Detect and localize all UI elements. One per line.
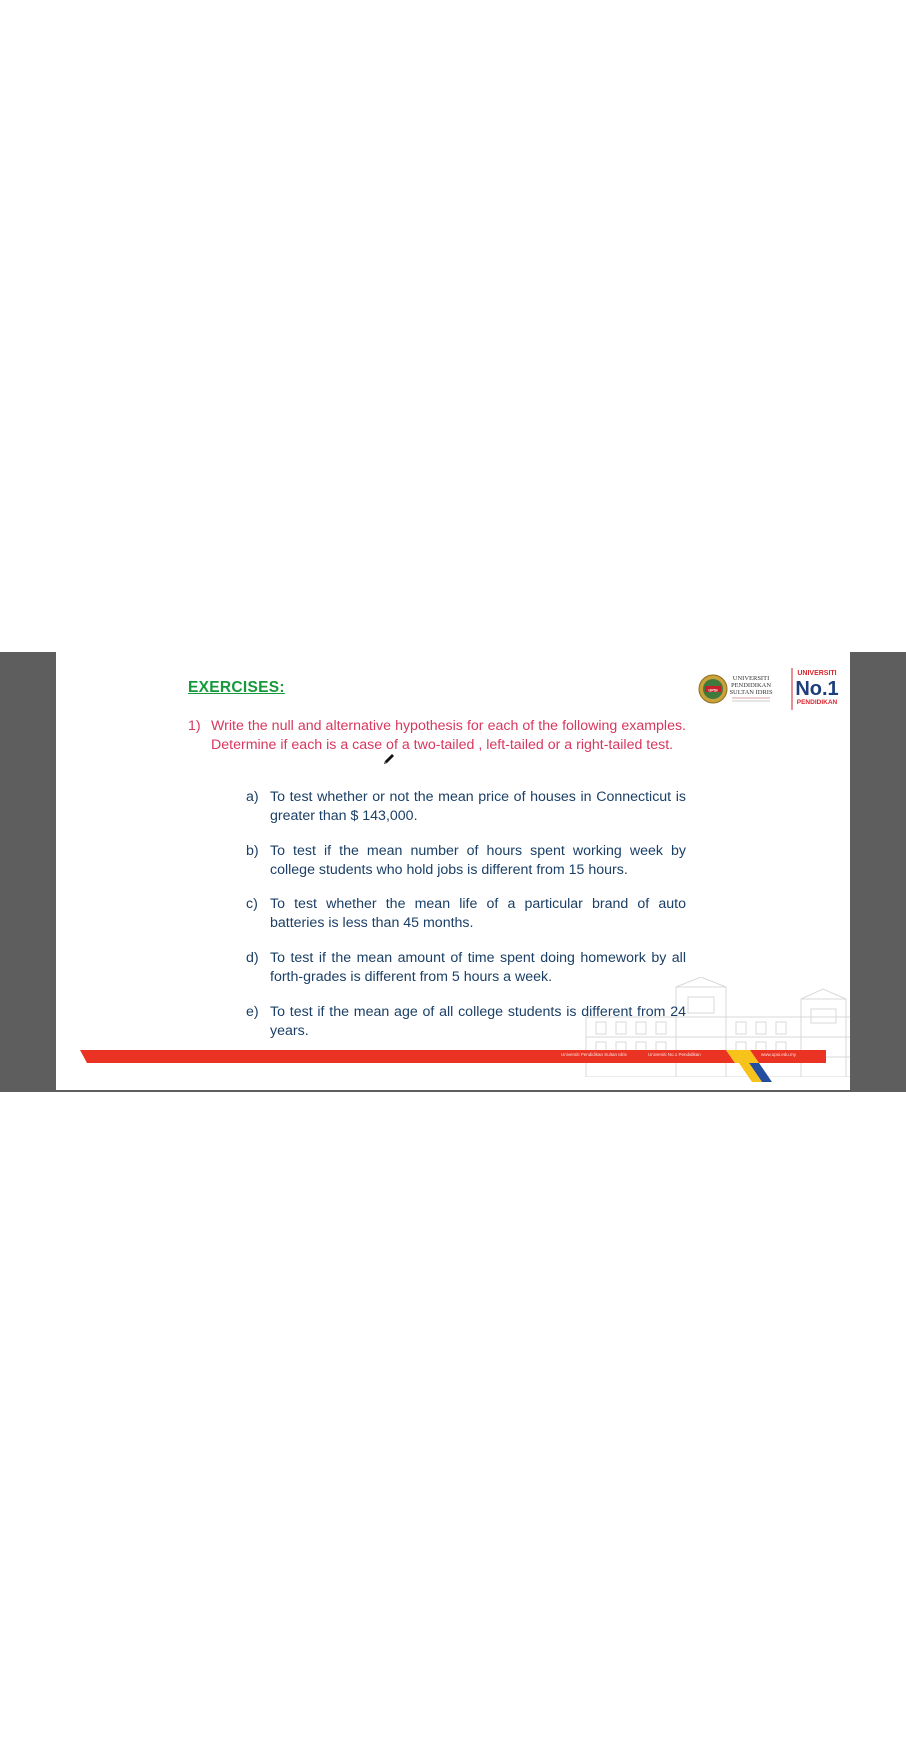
item-text: To test if the mean number of hours spent working week by college students who hold jobs is different from 15 hours.: [270, 843, 686, 878]
footer-slogan: Universiti No.1 Pendidikan: [648, 1052, 701, 1057]
badge-bottom: PENDIDIKAN: [796, 699, 838, 706]
item-letter: e): [246, 1004, 259, 1020]
item-letter: c): [246, 896, 258, 912]
footer-stripe: [56, 1048, 850, 1090]
pencil-cursor-icon: [382, 752, 396, 766]
item-letter: b): [246, 843, 259, 859]
university-logo: [696, 664, 841, 714]
list-item: [246, 1003, 686, 1040]
item-text: To test whether the mean life of a particular brand of auto batteries is less than 45 months.: [270, 896, 686, 931]
question-1: [188, 717, 686, 754]
item-text: To test if the mean amount of time spent doing homework by all forth-grades is different from 5 hours a week.: [270, 950, 686, 985]
item-letter: a): [246, 789, 259, 805]
presentation-slide: [56, 652, 850, 1090]
list-item: [246, 842, 686, 879]
footer-university-name: Universiti Pendidikan Sultan Idris: [561, 1052, 627, 1057]
badge-main: No.1: [795, 678, 839, 700]
logo-line-3: SULTAN IDRIS: [729, 689, 773, 696]
list-item: [246, 788, 686, 825]
item-letter: d): [246, 950, 259, 966]
list-item: [246, 895, 686, 932]
list-item: [246, 949, 686, 986]
item-text: To test if the mean age of all college students is different from 24 years.: [270, 1004, 686, 1039]
logo-line-2: PENDIDIKAN: [730, 682, 772, 689]
footer-website: www.upsi.edu.my: [761, 1052, 797, 1057]
item-text: To test whether or not the mean price of houses in Connecticut is greater than $ 143,000.: [270, 789, 686, 824]
badge-top: UNIVERSITI: [797, 670, 837, 677]
question-number: 1): [188, 718, 201, 734]
logo-line-1: UNIVERSITI: [732, 675, 770, 682]
slide-heading: EXERCISES:: [188, 679, 285, 696]
question-text: Write the null and alternative hypothesis for each of the following examples. Determine if each is a case of a two-tailed , left-tailed or a right-tailed test.: [211, 718, 686, 753]
seal-text: UPSI: [708, 687, 718, 693]
